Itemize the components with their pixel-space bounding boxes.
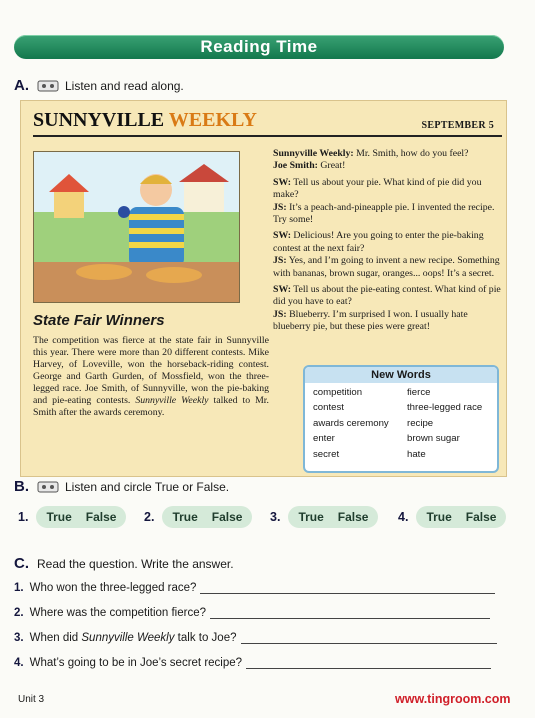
page-title: Reading Time	[200, 37, 318, 56]
interview-speaker: Joe Smith:	[273, 160, 318, 172]
tf-choice-pill	[288, 506, 378, 528]
newspaper-masthead	[33, 109, 257, 132]
watermark-url: www.tingroom.com	[395, 692, 511, 706]
new-words-list	[305, 383, 497, 460]
question-number: 3.	[14, 632, 24, 644]
interview-line	[273, 202, 501, 227]
cassette-icon	[37, 480, 59, 493]
tf-choice-pill	[416, 506, 506, 528]
question-row	[14, 607, 490, 619]
question-number: 1.	[14, 582, 24, 594]
article-headline: State Fair Winners	[33, 312, 165, 329]
article-story	[33, 335, 269, 419]
answer-line[interactable]	[210, 608, 490, 619]
masthead-sunnyville: SUNNYVILLE	[33, 109, 165, 131]
tf-number: 4.	[398, 510, 409, 524]
true-option[interactable]: True	[298, 510, 324, 524]
interview-line	[273, 177, 501, 202]
interview-column	[273, 148, 501, 338]
question-text: Where was the competition fierce?	[29, 607, 207, 619]
story-text-1: The competition was fierce at the state fair in Sunnyville this year. There were more than 20 different contests. Mike Harvey, of Loveville, won the horseback-riding contest. George and Garth Gurden, of Mossfield, won the three-legged race. Joe Smith, of Sunnyville, won the pie-baking and pie-eating contests.	[33, 335, 269, 406]
interview-line	[273, 309, 501, 334]
vocab-word: competition	[313, 387, 363, 398]
vocab-word: awards ceremony	[313, 417, 389, 429]
vocab-word: enter	[313, 433, 335, 445]
interview-speaker: SW:	[273, 284, 291, 296]
false-option[interactable]: False	[85, 510, 117, 524]
vocab-word: fierce	[407, 387, 431, 398]
interview-text: Mr. Smith, how do you feel?	[353, 148, 469, 159]
interview-text: Yes, and I’m going to invent a new recipe. Something with bananas, brown sugar, oranges... oops! It’s a secret.	[273, 255, 500, 279]
answer-line[interactable]	[200, 583, 495, 594]
pie-contest-illustration	[33, 151, 240, 303]
true-false-row	[14, 506, 514, 534]
masthead-weekly: WEEKLY	[168, 109, 257, 131]
question-italic-title: Sunnyville Weekly	[81, 632, 175, 644]
section-b-instruction: Listen and circle True or False.	[65, 479, 230, 494]
interview-speaker: JS:	[273, 201, 287, 213]
newspaper-article	[20, 100, 507, 477]
false-option[interactable]: False	[211, 510, 243, 524]
false-option[interactable]: False	[337, 510, 369, 524]
question-number: 2.	[14, 607, 24, 619]
interview-line	[273, 255, 501, 280]
vocab-word: contest	[313, 402, 344, 414]
true-option[interactable]: True	[172, 510, 198, 524]
interview-speaker: SW:	[273, 230, 291, 242]
new-words-title: New Words	[305, 367, 497, 383]
section-a-instruction: Listen and read along.	[65, 78, 184, 93]
false-option[interactable]: False	[465, 510, 497, 524]
story-italic-title: Sunnyville Weekly	[135, 395, 209, 406]
question-number: 4.	[14, 657, 24, 669]
section-a-heading	[14, 77, 184, 94]
newspaper-date: SEPTEMBER 5	[421, 120, 494, 131]
tf-item-3	[270, 506, 378, 528]
vocab-word: three-legged race	[407, 402, 483, 414]
question-text: Who won the three-legged race?	[29, 582, 197, 594]
question-row	[14, 657, 491, 669]
question-row	[14, 632, 497, 644]
tf-number: 3.	[270, 510, 281, 524]
interview-line	[273, 148, 501, 160]
tf-choice-pill	[36, 506, 126, 528]
interview-text: Tell us about your pie. What kind of pie did you make?	[273, 176, 482, 201]
tf-choice-pill	[162, 506, 252, 528]
answer-line[interactable]	[241, 633, 497, 644]
interview-text: Tell us about the pie-eating contest. What kind of pie did you have to eat?	[273, 284, 501, 308]
new-words-box	[303, 365, 499, 473]
section-c-heading	[14, 555, 234, 572]
interview-text: It’s a peach-and-pineapple pie. I invented the recipe. Try some!	[273, 201, 495, 226]
interview-line	[273, 160, 501, 172]
true-option[interactable]: True	[426, 510, 452, 524]
section-b-letter: B.	[14, 478, 29, 495]
interview-text: Great!	[317, 160, 346, 172]
question-text: What’s going to be in Joe’s secret recipe?	[29, 657, 243, 669]
section-c-letter: C.	[14, 555, 29, 572]
story-text-2: talked to Mr. Smith after the awards ceremony.	[33, 395, 269, 418]
section-a-letter: A.	[14, 77, 29, 94]
interview-text: Blueberry. I’m surprised I won. I usually hate blueberry pie, but these pies were great!	[273, 308, 468, 333]
interview-line	[273, 284, 501, 309]
tf-item-4	[398, 506, 506, 528]
vocab-word: hate	[407, 448, 426, 460]
section-c-instruction: Read the question. Write the answer.	[37, 556, 234, 571]
interview-speaker: SW:	[273, 176, 291, 188]
interview-speaker: Sunnyville Weekly:	[273, 148, 354, 159]
title-banner	[14, 35, 504, 59]
tf-number: 2.	[144, 510, 155, 524]
cassette-icon	[37, 79, 59, 92]
interview-line	[273, 230, 501, 255]
vocab-word: recipe	[407, 417, 434, 429]
vocab-word: brown sugar	[407, 433, 460, 445]
question-text-pre: When did	[29, 632, 82, 644]
tf-number: 1.	[18, 510, 29, 524]
tf-item-2	[144, 506, 252, 528]
tf-item-1	[18, 506, 126, 528]
unit-label: Unit 3	[18, 694, 45, 705]
masthead-rule	[33, 135, 502, 137]
section-b-heading	[14, 478, 229, 495]
question-row	[14, 582, 495, 594]
vocab-word: secret	[313, 448, 340, 460]
interview-text: Delicious! Are you going to enter the pie-baking contest at the next fair?	[273, 230, 484, 254]
answer-line[interactable]	[246, 658, 491, 669]
interview-speaker: JS:	[273, 308, 287, 320]
question-text-post: talk to Joe?	[174, 632, 237, 644]
interview-speaker: JS:	[273, 255, 287, 267]
true-option[interactable]: True	[46, 510, 72, 524]
